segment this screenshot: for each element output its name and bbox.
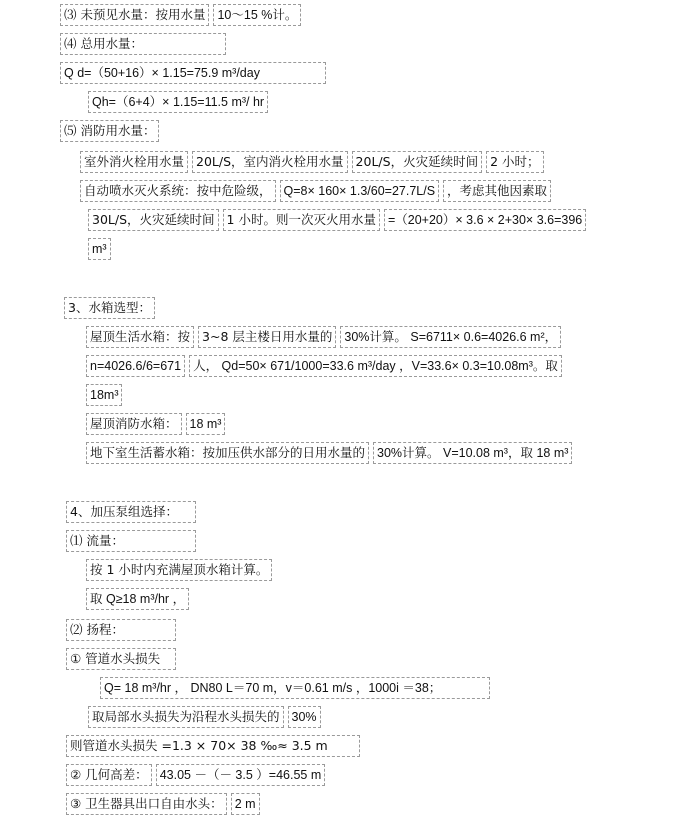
text-segment: 2 m [231,793,260,815]
section-heading [64,297,159,319]
text-segment: 30%计算。 S=6711× 0.6=4026.6 m²， [340,326,561,348]
text-segment: 20L/S，室内消火栓用水量 [192,151,348,173]
text-segment: 18m³ [86,384,122,406]
text-segment: 3~8 层主楼日用水量的 [198,326,336,348]
text-line [66,764,329,786]
text-segment: 人， Qd=50× 671/1000=33.6 m³/day ，V=33.6× 0.3=10.08m³。取 [189,355,562,377]
text-segment: Qh=（6+4）× 1.15=11.5 m³/ hr [88,91,268,113]
text-segment: 18 m³ [186,413,226,435]
text-segment: ⑵ 扬程： [66,619,176,641]
text-segment: =（20+20）× 3.6 × 2+30× 3.6=396 [384,209,586,231]
text-line [88,706,325,728]
text-segment: Q= 18 m³/hr ， DN80 L＝70 m，v＝0.61 m/s ，1000i ＝38； [100,677,490,699]
text-line [60,4,305,26]
text-segment: 2 小时； [486,151,543,173]
text-segment: 30%计算。 V=10.08 m³，取 18 m³ [373,442,572,464]
text-line [86,326,565,348]
text-line [88,209,590,231]
text-line [86,588,193,610]
formula-line [88,91,272,113]
text-segment: 1 小时。则一次灭火用水量 [223,209,380,231]
text-segment: 10～15 %计。 [213,4,301,26]
text-segment: 30% [288,706,321,728]
text-line [80,151,548,173]
formula-line [100,677,494,699]
text-segment: ⑴ 流量： [66,530,196,552]
text-segment: 按 1 小时内充满屋顶水箱计算。 [86,559,272,581]
text-line [60,120,163,142]
text-segment: ① 管道水头损失 [66,648,176,670]
text-segment: ② 几何高差： [66,764,152,786]
text-segment: 3、水箱选型： [64,297,155,319]
text-segment: 地下室生活蓄水箱：按加压供水部分的日用水量的 [86,442,369,464]
text-segment: 取 Q≥18 m³/hr ， [86,588,189,610]
text-line [86,384,126,406]
text-segment: 自动喷水灭火系统：按中危险级， [80,180,276,202]
text-segment: 屋顶生活水箱：按 [86,326,194,348]
text-segment: n=4026.6/6=671 [86,355,185,377]
text-segment: Q=8× 160× 1.3/60=27.7L/S [280,180,440,202]
text-segment: 取局部水头损失为沿程水头损失的 [88,706,284,728]
text-segment: 屋顶消防水箱： [86,413,182,435]
text-segment: ⑶ 未预见水量：按用水量 [60,4,209,26]
text-line [86,413,229,435]
text-segment: ，考虑其他因素取 [443,180,551,202]
text-line [86,559,276,581]
text-line [66,648,180,670]
text-line [66,530,200,552]
text-segment: 4、加压泵组选择： [66,501,196,523]
text-segment: 43.05 －（－ 3.5 ）=46.55 m [156,764,326,786]
formula-line [60,62,330,84]
text-line [66,735,364,757]
text-line [66,619,180,641]
text-segment: 室外消火栓用水量 [80,151,188,173]
section-heading [66,501,200,523]
text-line [80,180,555,202]
text-segment: 30L/S，火灾延续时间 [88,209,219,231]
text-line [86,355,566,377]
text-segment: ⑸ 消防用水量： [60,120,159,142]
text-segment: ⑷ 总用水量： [60,33,226,55]
text-line [60,33,230,55]
text-line [86,442,576,464]
text-line [66,793,264,815]
text-segment: m³ [88,238,111,260]
text-line [88,238,115,260]
text-segment: 则管道水头损失 =1.3 × 70× 38 ‰≈ 3.5 m [66,735,360,757]
text-segment: 20L/S，火灾延续时间 [352,151,483,173]
text-segment: ③ 卫生器具出口自由水头： [66,793,227,815]
text-segment: Q d=（50+16）× 1.15=75.9 m³/day [60,62,326,84]
